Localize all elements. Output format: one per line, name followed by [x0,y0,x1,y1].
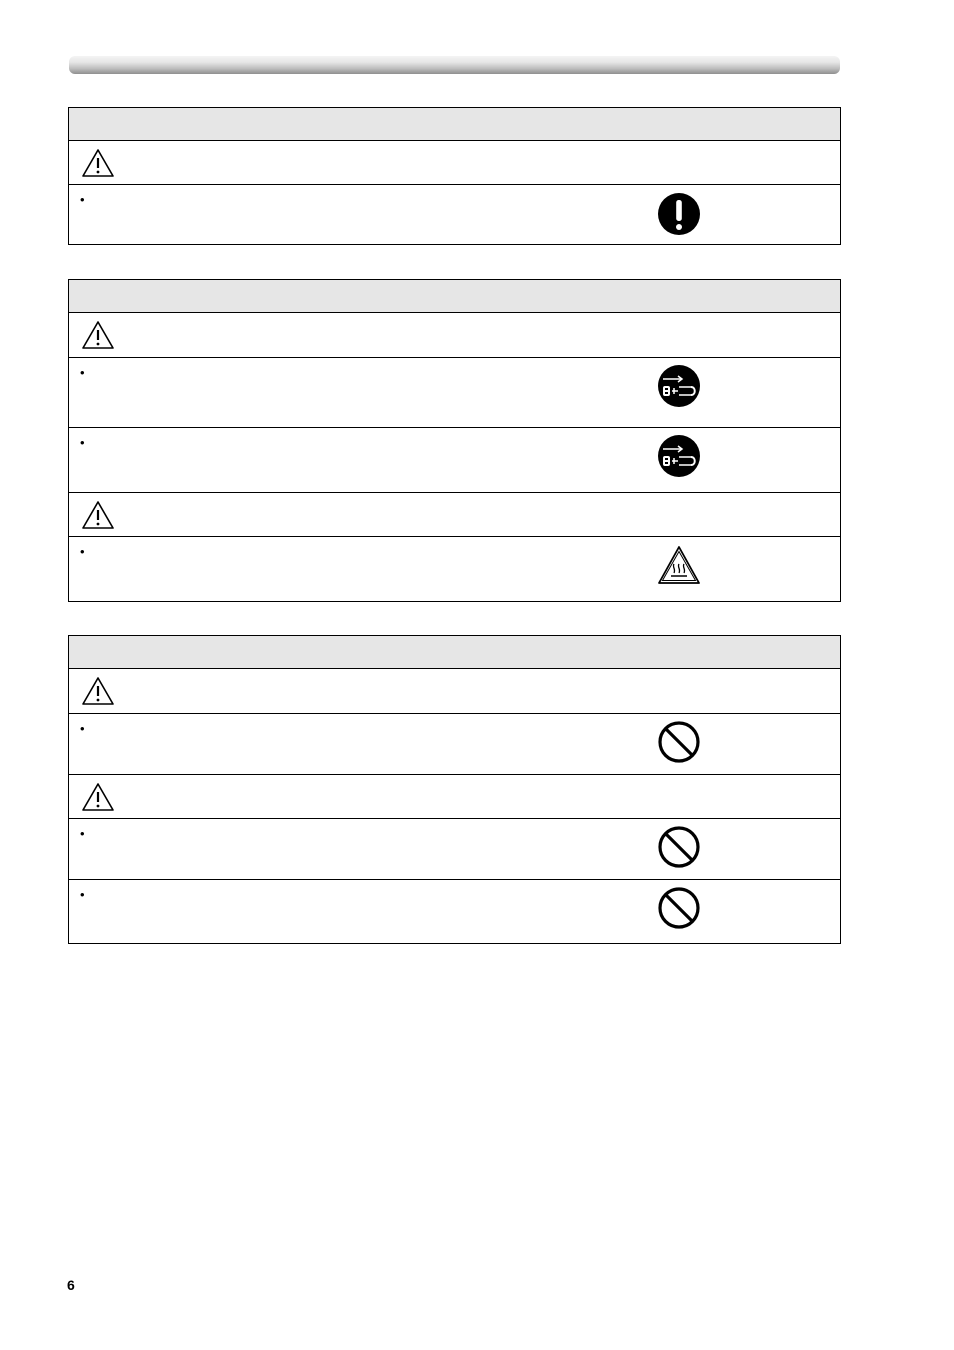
list-item [69,427,840,492]
warning-triangle-icon [81,676,115,706]
hot-surface-icon [657,543,701,587]
warning-triangle-icon [81,148,115,178]
list-item [69,357,840,427]
list-item [69,818,840,879]
page-number: 6 [67,1277,75,1293]
header-bar [69,56,840,74]
warning-row [69,140,840,184]
list-item [69,184,840,244]
bullet: • [80,435,85,450]
bullet: • [80,887,85,902]
bullet: • [80,721,85,736]
warning-row [69,312,840,357]
warning-triangle-icon [81,500,115,530]
safety-block-3 [68,635,841,944]
list-item [69,536,840,601]
bullet: • [80,365,85,380]
bullet: • [80,826,85,841]
warning-triangle-icon [81,782,115,812]
mandatory-action-icon [657,192,701,236]
list-item [69,879,840,943]
section-header [69,636,840,668]
safety-block-1 [68,107,841,245]
prohibited-icon [657,825,701,869]
warning-row [69,492,840,536]
warning-row [69,668,840,713]
prohibited-icon [657,886,701,930]
bullet: • [80,192,85,207]
section-header [69,108,840,140]
list-item [69,713,840,774]
warning-row [69,774,840,818]
safety-block-2 [68,279,841,602]
unplug-power-icon [657,434,701,478]
unplug-power-icon [657,364,701,408]
warning-triangle-icon [81,320,115,350]
prohibited-icon [657,720,701,764]
bullet: • [80,544,85,559]
section-header [69,280,840,312]
